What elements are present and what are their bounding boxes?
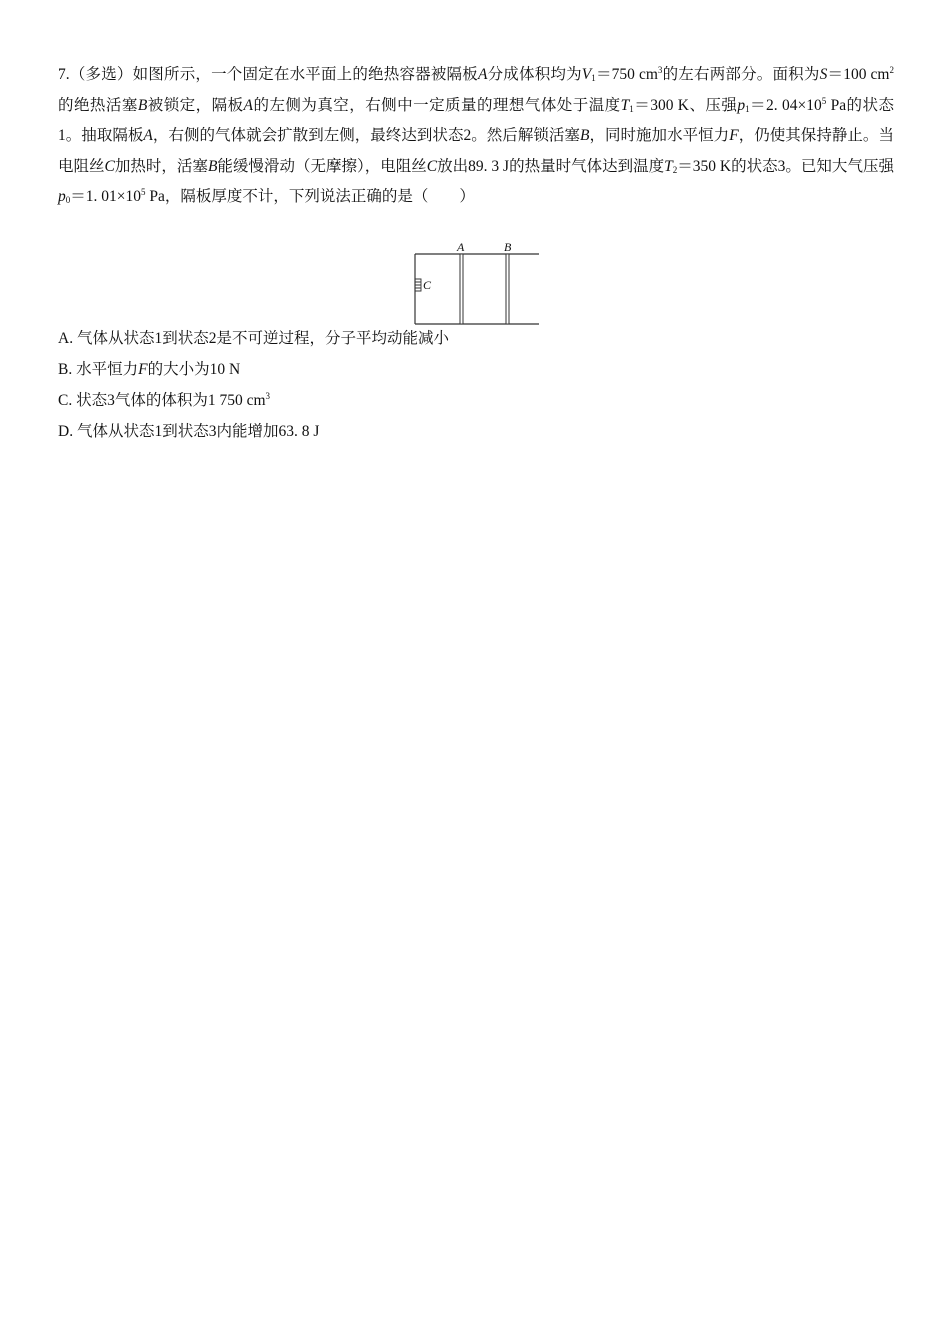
option-b: B. 水平恒力F的大小为10 N (58, 361, 241, 378)
partition-a (460, 254, 463, 324)
container-diagram (405, 238, 545, 330)
question-stem: 7.（多选）如图所示，一个固定在水平面上的绝热容器被隔板A分成体积均为$V_1=750$ $cm^3$的左右两部分。面积为S＝100 $cm^2$的绝热活塞B被锁定，隔板A的左侧为真空，右侧中一定质量的理想气体处于温度$T_1=300$ K、压强$p_1=2$. $04\times 10^5$ Pa的状态1。抽取隔板A，右侧的气体就会扩散到左侧，最终达到状态2。然后解锁活塞B，同时施加水平恒力F，仍使其保持静止。当电阻丝C加热时，活塞B能缓慢滑动（无摩擦），电阻丝C放出89. 3 J的热量时气体达到温度$T_2=350$ K的状态3。已知大气压强$p_0=1$. $01\times 10^5$ Pa，隔板厚度不计，下列说法正确的是（ ） (58, 65, 894, 205)
option-c: C. 状态3气体的体积为1 750 $cm^3$ (58, 391, 271, 409)
question-number: 7. (58, 66, 70, 83)
piston-b (506, 254, 509, 324)
option-a: A. 气体从状态1到状态2是不可逆过程，分子平均动能减小 (58, 330, 449, 347)
answer-options (58, 323, 449, 447)
question-7 (58, 60, 894, 213)
option-d: D. 气体从状态1到状态3内能增加63. 8 J (58, 423, 320, 440)
label-b: B (504, 240, 512, 254)
heater-wire-c (415, 279, 421, 291)
label-c: C (423, 278, 432, 292)
label-a: A (457, 240, 465, 254)
question-tag: （多选） (69, 66, 133, 83)
